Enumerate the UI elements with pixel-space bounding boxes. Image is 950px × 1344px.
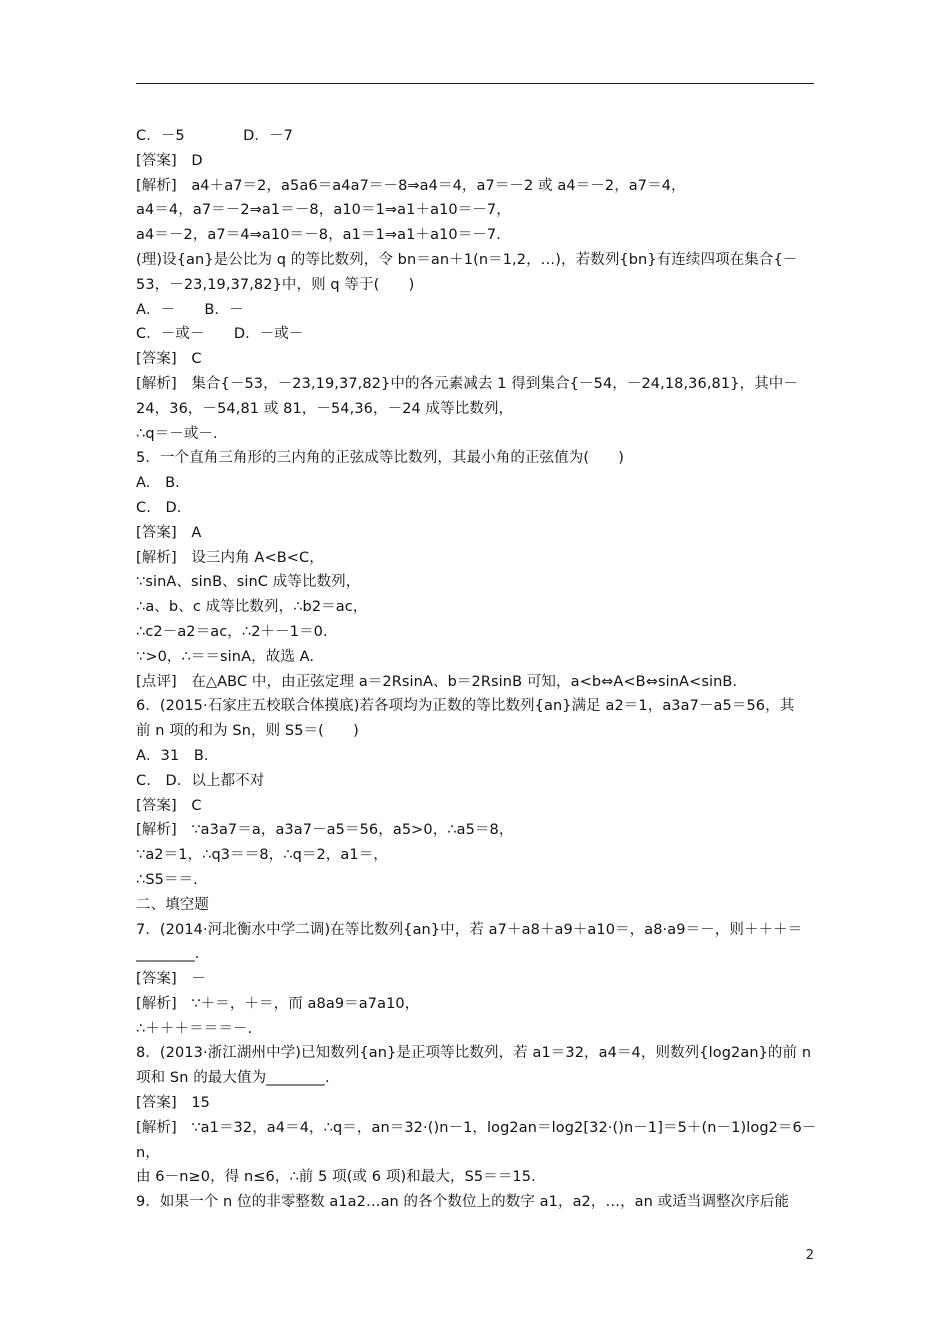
text-line: 项和 Sn 的最大值为________.: [136, 1070, 330, 1087]
text-line: [解析] ∵a3a7＝a，a3a7－a5＝56，a5>0，∴a5＝8，: [136, 822, 514, 839]
text-line: ∴S5＝＝.: [136, 871, 198, 888]
text-line: [解析] 集合{－53，－23,19,37,82}中的各元素减去 1 得到集合{－54，－24,18,36,81}，其中－: [136, 375, 798, 392]
text-line: 6．(2015·石家庄五校联合体摸底)若各项均为正数的等比数列{an}满足 a2＝1，a3a7－a5＝56，其: [136, 698, 795, 715]
text-line: 二、填空题: [136, 896, 209, 913]
text-line: [点评] 在△ABC 中，由正弦定理 a＝2RsinA、b＝2RsinB 可知，a<b⇔A<B⇔sinA<sinB.: [136, 673, 738, 690]
text-line: 8．(2013·浙江湖州中学)已知数列{an}是正项等比数列，若 a1＝32，a4＝4，则数列{log2an}的前 n: [136, 1045, 812, 1062]
text-line: ________.: [136, 946, 200, 963]
text-line: A. B.: [136, 475, 180, 492]
text-line: a4＝4，a7＝－2⇒a1＝－8，a10＝1⇒a1＋a10＝－7，: [136, 202, 511, 219]
text-line: ∴a、b、c 成等比数列，∴b2＝ac，: [136, 599, 368, 616]
text-line: [答案] D: [136, 152, 203, 169]
text-line: C. D．以上都不对: [136, 772, 265, 789]
text-line: 24，36，－54,81 或 81，－54,36，－24 成等比数列，: [136, 400, 514, 417]
text-line: (理)设{an}是公比为 q 的等比数列，令 bn＝an＋1(n＝1,2，…)，若数列{bn}有连续四项在集合{－: [136, 251, 798, 268]
text-line: C. D.: [136, 499, 182, 516]
text-line: [答案] C: [136, 351, 202, 368]
text-line: [解析] 设三内角 A<B<C，: [136, 549, 324, 566]
text-line: ∴＋＋＋＝＝＝－.: [136, 1020, 253, 1037]
text-line: [解析] ∵＋＝，＋＝，而 a8a9＝a7a10，: [136, 995, 420, 1012]
text-line: ∴q＝－或－.: [136, 425, 218, 442]
text-line: A．－ B．－: [136, 301, 244, 318]
text-line: 9．如果一个 n 位的非零整数 a1a2…an 的各个数位上的数字 a1，a2，…，an 或适当调整次序后能: [136, 1194, 790, 1211]
text-line: 53，－23,19,37,82}中，则 q 等于( ): [136, 276, 415, 293]
text-line: ∵sinA、sinB、sinC 成等比数列，: [136, 574, 361, 591]
text-line: [解析] ∵a1＝32，a4＝4，∴q＝，an＝32·()n－1，log2an＝log2[32·()n－1]＝5＋(n－1)log2＝6－: [136, 1119, 816, 1136]
text-line: a4＝－2，a7＝4⇒a10＝－8，a1＝1⇒a1＋a10＝－7.: [136, 227, 501, 244]
text-line: ∵a2＝1，∴q3＝＝8，∴q＝2，a1＝，: [136, 847, 388, 864]
text-line: 5．一个直角三角形的三内角的正弦成等比数列，其最小角的正弦值为( ): [136, 450, 625, 467]
text-line: [答案] C: [136, 797, 202, 814]
document-body: [136, 124, 816, 1215]
header-rule: [136, 83, 814, 84]
text-line: C．－或－ D．－或－: [136, 326, 304, 343]
text-line: 前 n 项的和为 Sn，则 S5＝( ): [136, 723, 359, 740]
text-line: 7．(2014·河北衡水中学二调)在等比数列{an}中，若 a7＋a8＋a9＋a10＝，a8·a9＝－，则＋＋＋＝: [136, 921, 803, 938]
text-line: [答案] －: [136, 971, 206, 988]
text-line: A．31 B.: [136, 747, 209, 764]
text-line: n，: [136, 1144, 160, 1161]
text-line: C．－5 D．－7: [136, 128, 293, 144]
text-line: [答案] 15: [136, 1095, 210, 1112]
text-line: 由 6－n≥0，得 n≤6，∴前 5 项(或 6 项)和最大，S5＝＝15.: [136, 1169, 536, 1186]
text-line: [答案] A: [136, 524, 202, 541]
text-line: ∵>0，∴＝＝sinA，故选 A.: [136, 648, 315, 665]
page-number: 2: [805, 1248, 814, 1263]
text-line: [解析] a4＋a7＝2，a5a6＝a4a7＝－8⇒a4＝4，a7＝－2 或 a4＝－2，a7＝4，: [136, 177, 686, 194]
text-line: ∴c2－a2＝ac，∴2＋－1＝0.: [136, 623, 328, 640]
